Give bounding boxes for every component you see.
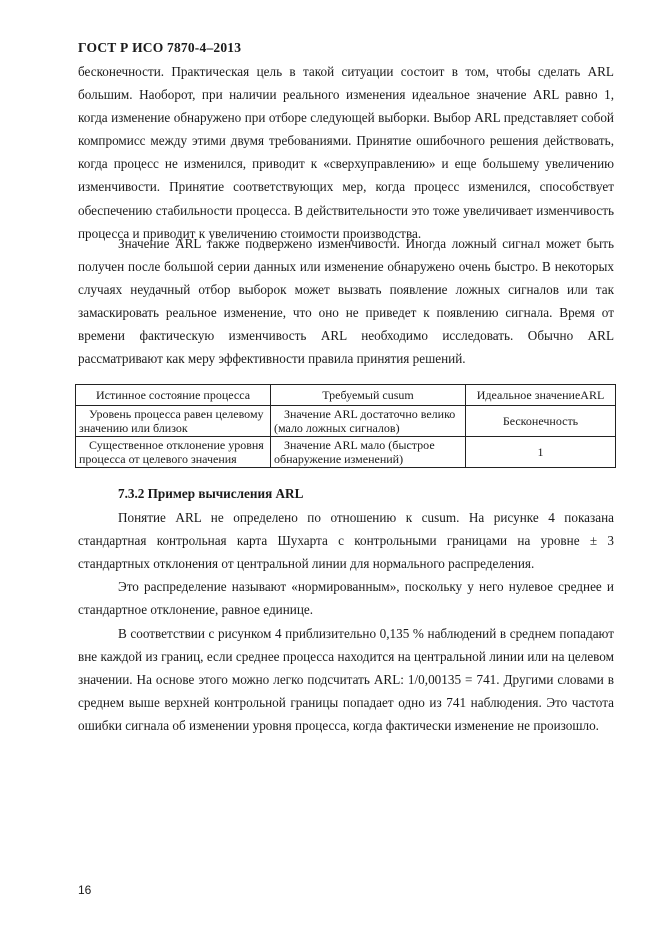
table-cell-process-state: [76, 437, 271, 468]
cell-line: Существенное отклонение уровня: [89, 438, 264, 452]
table-row: [76, 406, 616, 437]
table-row: [76, 437, 616, 468]
paragraph-arl-variability: Значение ARL также подвержено изменчивости. Иногда ложный сигнал может быть получен после большой серии данных или изменение обнаружено очень быстро. В некоторых случаях неудачный отбор выборок может вызвать появление ложных сигналов или так замаскировать реальное изменение, что оно не приведет к появлению сигнала. Время от времени фактическую изменчивость ARL необходимо исследовать. Обычно ARL рассматривают как меру эффективности правила принятия решений.: [78, 236, 614, 367]
arl-requirements-table: [75, 384, 616, 468]
paragraph-normalized: Это распределение называют «нормированным», поскольку у него нулевое среднее и стандартное отклонение, равное единице.: [78, 579, 614, 618]
cell-line: Значение ARL мало (быстрое: [284, 438, 435, 452]
page-number: 16: [78, 883, 92, 897]
paragraph-arl-calculation: В соответствии с рисунком 4 приблизительно 0,135 % наблюдений в среднем попадают вне каждой из границ, если среднее процесса находится на центральной линии или на целевом значении. На основе этого можно легко подсчитать ARL: 1/0,00135 = 741. Другими словами в среднем выше верхней контрольной границы попадает одно из 741 наблюдения. Это частота ошибки сигнала об изменении уровня процесса, когда фактически изменение не произошло.: [78, 626, 614, 734]
table-cell-required-cusum: [271, 437, 466, 468]
table-header-required-cusum: Требуемый cusum: [271, 385, 466, 406]
table-cell-required-cusum: [271, 406, 466, 437]
table-header-ideal-arl: Идеальное значениеARL: [466, 385, 616, 406]
cell-line: значению или близок: [79, 421, 188, 435]
cell-line: обнаружение изменений): [274, 452, 404, 466]
table-header-row: [76, 385, 616, 406]
cell-line: Уровень процесса равен целевому: [89, 407, 264, 421]
table-cell-ideal-arl: Бесконечность: [466, 406, 616, 437]
table-cell-ideal-arl: 1: [466, 437, 616, 468]
cell-line: процесса от целевого значения: [79, 452, 237, 466]
paragraph-shewhart-chart: Понятие ARL не определено по отношению к cusum. На рисунке 4 показана стандартная контрольная карта Шухарта с контрольными границами на уровне ± 3 стандартных отклонения от центральной линии для нормального распределения.: [78, 510, 614, 572]
section-heading: 7.3.2 Пример вычисления ARL: [118, 486, 304, 501]
cell-line: (мало ложных сигналов): [274, 421, 400, 435]
paragraph-arl-tradeoff: бесконечности. Практическая цель в такой ситуации состоит в том, чтобы сделать ARL большим. Наоборот, при наличии реального изменения идеальное значение ARL равно 1, когда изменение обнаружено при отборе следующей выборки. Выбор ARL представляет собой компромисс между этими двумя требованиями. Принятие ошибочного решения действовать, когда процесс не изменился, приводит к «сверхуправлению» и еще большему увеличению изменчивости. Принятие соответствующих мер, когда процесс изменился, способствует обеспечению стабильности процесса. В действительности это тоже увеличивает изменчивость процесса и приводит к увеличению стоимости производства.: [78, 64, 614, 241]
table-header-process-state: Истинное состояние процесса: [76, 385, 271, 406]
cell-line: Значение ARL достаточно велико: [284, 407, 456, 421]
table-cell-process-state: [76, 406, 271, 437]
document-header: ГОСТ Р ИСО 7870-4–2013: [78, 40, 242, 55]
